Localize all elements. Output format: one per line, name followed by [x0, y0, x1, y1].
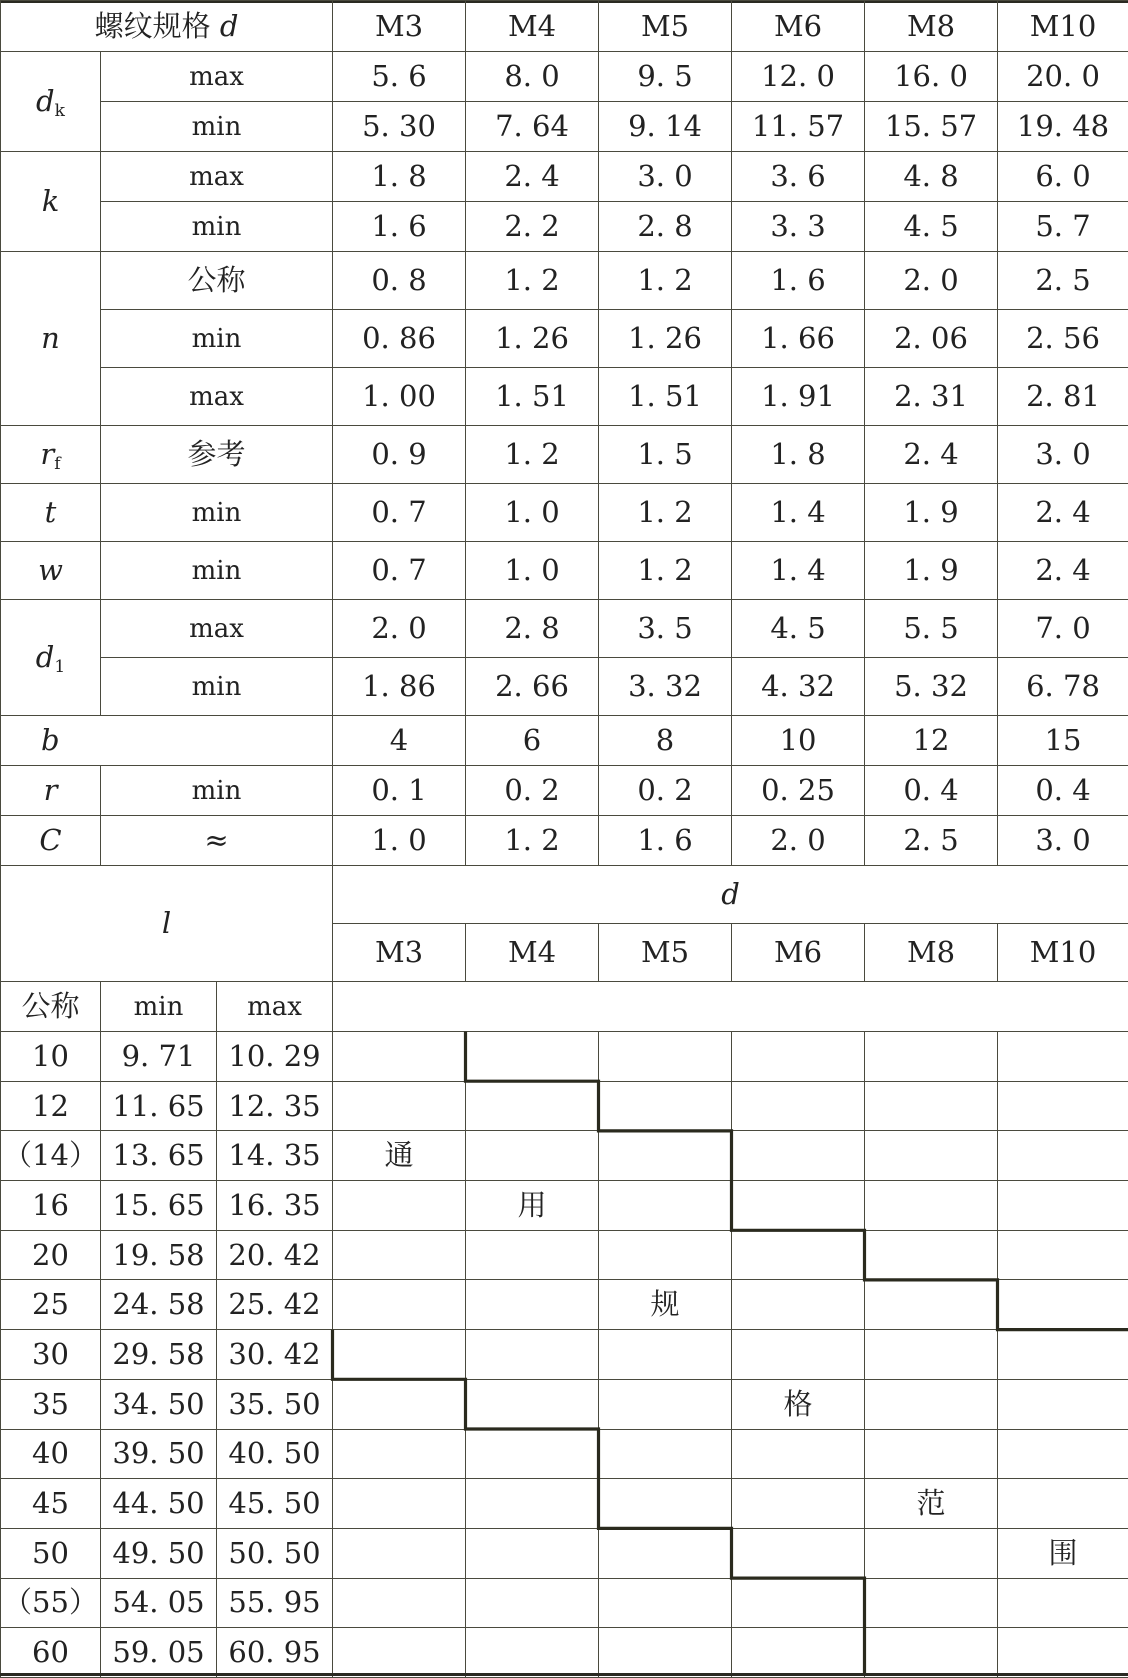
length-max: 25. 42 [217, 1280, 333, 1330]
length-min: 39. 50 [101, 1429, 217, 1479]
value-cell: 5. 7 [998, 202, 1128, 252]
row-label: 公称 [101, 252, 333, 310]
value-cell: 1. 2 [599, 252, 732, 310]
length-max: 14. 35 [217, 1131, 333, 1181]
value-cell: 1. 51 [599, 368, 732, 426]
value-cell: 0. 8 [333, 252, 466, 310]
value-cell: 1. 2 [466, 252, 599, 310]
symbol-d1: $d_1$ [1, 600, 101, 716]
length-max: 12. 35 [217, 1081, 333, 1131]
row-label: min [101, 542, 333, 600]
value-cell: 3. 0 [599, 152, 732, 202]
length-min: 9. 71 [101, 1032, 217, 1082]
range-text: 通 [333, 1131, 466, 1181]
length-min: 49. 50 [101, 1528, 217, 1578]
value-cell: 0. 1 [333, 766, 466, 816]
value-cell: 7. 0 [998, 600, 1128, 658]
value-cell: 1. 26 [466, 310, 599, 368]
range-text: 围 [998, 1528, 1128, 1578]
size-header: M8 [865, 1, 998, 52]
value-cell: 1. 9 [865, 542, 998, 600]
value-cell: 3. 6 [732, 152, 865, 202]
value-cell: 2. 0 [732, 816, 865, 866]
range-text: 规 [599, 1280, 732, 1330]
value-cell: 1. 26 [599, 310, 732, 368]
length-nominal: 45 [1, 1479, 101, 1529]
value-cell: 2. 66 [466, 658, 599, 716]
value-cell: 1. 6 [599, 816, 732, 866]
value-cell: 1. 4 [732, 484, 865, 542]
diameter-symbol-d: d [333, 866, 1128, 924]
value-cell: 2. 4 [998, 542, 1128, 600]
col-label-max: max [217, 982, 333, 1032]
row-label: min [101, 102, 333, 152]
value-cell: 5. 32 [865, 658, 998, 716]
length-min: 44. 50 [101, 1479, 217, 1529]
value-cell: 1. 6 [333, 202, 466, 252]
symbol-k: k [1, 152, 101, 252]
value-cell: 1. 86 [333, 658, 466, 716]
length-max: 60. 95 [217, 1628, 333, 1678]
length-min: 24. 58 [101, 1280, 217, 1330]
value-cell: 2. 31 [865, 368, 998, 426]
value-cell: 1. 0 [466, 484, 599, 542]
value-cell: 0. 7 [333, 484, 466, 542]
size-header: M3 [333, 924, 466, 982]
row-label: max [101, 52, 333, 102]
length-max: 10. 29 [217, 1032, 333, 1082]
size-header: M10 [998, 1, 1128, 52]
symbol-r: r [1, 766, 101, 816]
length-max: 50. 50 [217, 1528, 333, 1578]
col-label-nominal: 公称 [1, 982, 101, 1032]
value-cell: 20. 0 [998, 52, 1128, 102]
row-label: max [101, 600, 333, 658]
value-cell: 7. 64 [466, 102, 599, 152]
length-nominal: 20 [1, 1230, 101, 1280]
value-cell: 9. 5 [599, 52, 732, 102]
value-cell: 16. 0 [865, 52, 998, 102]
value-cell: 5. 5 [865, 600, 998, 658]
symbol-b: b [1, 716, 333, 766]
value-cell: 6. 0 [998, 152, 1128, 202]
value-cell: 2. 2 [466, 202, 599, 252]
value-cell: 8. 0 [466, 52, 599, 102]
row-label: min [101, 310, 333, 368]
value-cell: 1. 00 [333, 368, 466, 426]
value-cell: 1. 8 [333, 152, 466, 202]
value-cell: 12 [865, 716, 998, 766]
length-min: 13. 65 [101, 1131, 217, 1181]
value-cell: 2. 4 [466, 152, 599, 202]
length-min: 11. 65 [101, 1081, 217, 1131]
value-cell: 8 [599, 716, 732, 766]
value-cell: 4. 5 [732, 600, 865, 658]
value-cell: 2. 56 [998, 310, 1128, 368]
value-cell: 1. 9 [865, 484, 998, 542]
upper-boundary-line [466, 1032, 1128, 1330]
value-cell: 2. 06 [865, 310, 998, 368]
value-cell: 3. 32 [599, 658, 732, 716]
value-cell: 0. 25 [732, 766, 865, 816]
value-cell: 3. 5 [599, 600, 732, 658]
symbol-w: w [1, 542, 101, 600]
value-cell: 1. 91 [732, 368, 865, 426]
symbol-n: n [1, 252, 101, 426]
value-cell: 2. 8 [599, 202, 732, 252]
row-label: min [101, 484, 333, 542]
value-cell: 2. 0 [865, 252, 998, 310]
value-cell: 2. 4 [865, 426, 998, 484]
thread-spec-title: 螺纹规格 [95, 9, 211, 43]
length-nominal: （55） [1, 1578, 101, 1628]
value-cell: 1. 6 [732, 252, 865, 310]
value-cell: 0. 4 [865, 766, 998, 816]
row-label: min [101, 658, 333, 716]
range-text: 用 [466, 1181, 599, 1231]
length-nominal: 25 [1, 1280, 101, 1330]
length-min: 54. 05 [101, 1578, 217, 1628]
value-cell: 1. 0 [466, 542, 599, 600]
size-header: M5 [599, 924, 732, 982]
value-cell: 1. 8 [732, 426, 865, 484]
length-nominal: 50 [1, 1528, 101, 1578]
value-cell: 4. 8 [865, 152, 998, 202]
length-max: 55. 95 [217, 1578, 333, 1628]
length-max: 35. 50 [217, 1379, 333, 1429]
row-label: max [101, 368, 333, 426]
value-cell: 15 [998, 716, 1128, 766]
value-cell: 1. 0 [333, 816, 466, 866]
size-header: M4 [466, 1, 599, 52]
value-cell: 5. 6 [333, 52, 466, 102]
length-max: 30. 42 [217, 1330, 333, 1380]
length-nominal: 10 [1, 1032, 101, 1082]
value-cell: 6 [466, 716, 599, 766]
col-label-min: min [101, 982, 217, 1032]
range-text: 范 [865, 1479, 998, 1529]
length-symbol-l: l [1, 866, 333, 982]
value-cell: 0. 9 [333, 426, 466, 484]
size-header: M8 [865, 924, 998, 982]
value-cell: 1. 2 [466, 816, 599, 866]
value-cell: 15. 57 [865, 102, 998, 152]
value-cell: 1. 51 [466, 368, 599, 426]
value-cell: 0. 7 [333, 542, 466, 600]
value-cell: 4 [333, 716, 466, 766]
size-header: M6 [732, 1, 865, 52]
value-cell: 2. 8 [466, 600, 599, 658]
value-cell: 1. 5 [599, 426, 732, 484]
length-nominal: 12 [1, 1081, 101, 1131]
length-min: 59. 05 [101, 1628, 217, 1678]
symbol-rf: $r_f$ [1, 426, 101, 484]
length-nominal: （14） [1, 1131, 101, 1181]
size-header: M5 [599, 1, 732, 52]
length-nominal: 16 [1, 1181, 101, 1231]
size-header: M6 [732, 924, 865, 982]
value-cell: 2. 5 [998, 252, 1128, 310]
value-cell: 4. 32 [732, 658, 865, 716]
value-cell: 0. 4 [998, 766, 1128, 816]
value-cell: 1. 2 [599, 542, 732, 600]
length-nominal: 40 [1, 1429, 101, 1479]
value-cell: 12. 0 [732, 52, 865, 102]
row-label: 参考 [101, 426, 333, 484]
value-cell: 1. 4 [732, 542, 865, 600]
length-min: 34. 50 [101, 1379, 217, 1429]
length-max: 40. 50 [217, 1429, 333, 1479]
symbol-dk: $d_k$ [1, 52, 101, 152]
value-cell: 2. 5 [865, 816, 998, 866]
row-label: max [101, 152, 333, 202]
value-cell: 4. 5 [865, 202, 998, 252]
length-min: 19. 58 [101, 1230, 217, 1280]
size-header: M10 [998, 924, 1128, 982]
size-header: M4 [466, 924, 599, 982]
length-nominal: 60 [1, 1628, 101, 1678]
row-label: min [101, 766, 333, 816]
symbol-c: C [1, 816, 101, 866]
row-label: min [101, 202, 333, 252]
value-cell: 3. 3 [732, 202, 865, 252]
length-max: 16. 35 [217, 1181, 333, 1231]
size-header: M3 [333, 1, 466, 52]
length-max: 20. 42 [217, 1230, 333, 1280]
value-cell: 1. 66 [732, 310, 865, 368]
value-cell: 2. 81 [998, 368, 1128, 426]
value-cell: 9. 14 [599, 102, 732, 152]
range-text: 格 [732, 1379, 865, 1429]
value-cell: 10 [732, 716, 865, 766]
value-cell: 0. 2 [599, 766, 732, 816]
length-min: 15. 65 [101, 1181, 217, 1231]
value-cell: 1. 2 [466, 426, 599, 484]
value-cell: 3. 0 [998, 426, 1128, 484]
value-cell: 2. 4 [998, 484, 1128, 542]
value-cell: 19. 48 [998, 102, 1128, 152]
value-cell: 5. 30 [333, 102, 466, 152]
value-cell: 0. 86 [333, 310, 466, 368]
length-max: 45. 50 [217, 1479, 333, 1529]
symbol-t: t [1, 484, 101, 542]
row-label: ≈ [101, 816, 333, 866]
value-cell: 3. 0 [998, 816, 1128, 866]
value-cell: 2. 0 [333, 600, 466, 658]
value-cell: 11. 57 [732, 102, 865, 152]
value-cell: 6. 78 [998, 658, 1128, 716]
length-nominal: 35 [1, 1379, 101, 1429]
length-nominal: 30 [1, 1330, 101, 1380]
value-cell: 1. 2 [599, 484, 732, 542]
length-min: 29. 58 [101, 1330, 217, 1380]
thread-spec-var: d [220, 9, 239, 43]
value-cell: 0. 2 [466, 766, 599, 816]
lower-boundary-line [333, 1330, 865, 1676]
